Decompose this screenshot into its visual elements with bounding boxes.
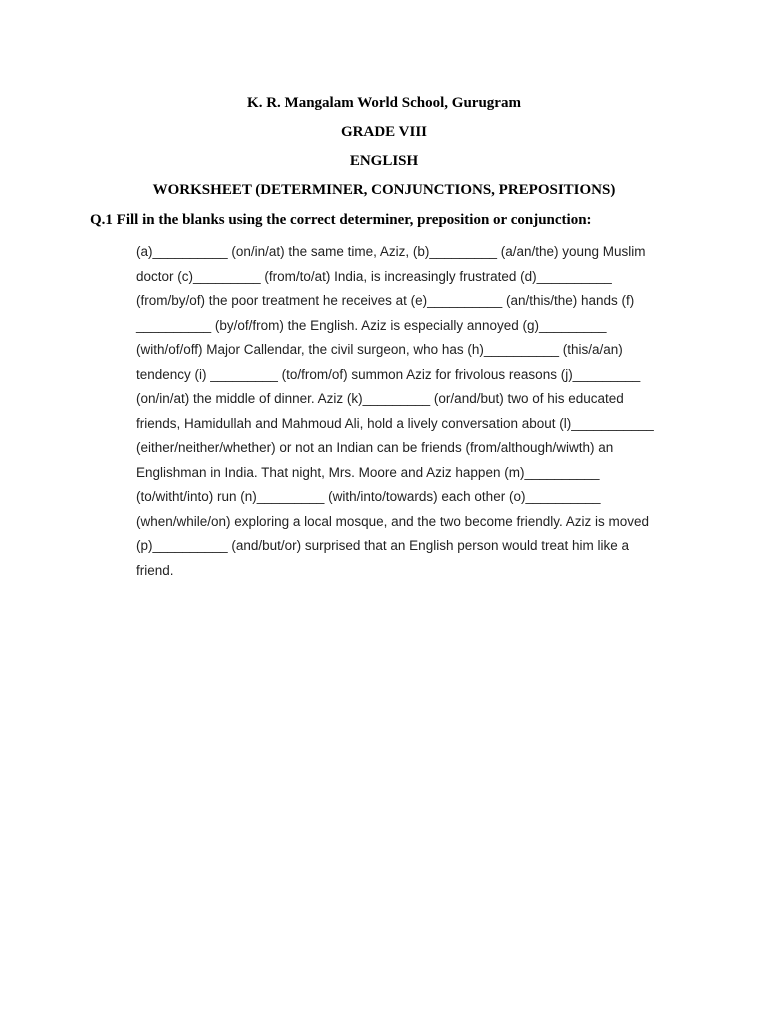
worksheet-title: WORKSHEET (DETERMINER, CONJUNCTIONS, PREPOSITIONS) [152, 182, 616, 198]
passage-line: (either/neither/whether) or not an Indian can be friends (from/although/wiwth) an [136, 440, 614, 455]
passage-line: (with/of/off) Major Callendar, the civil surgeon, who has (h)__________ (this/a/an) [136, 342, 623, 357]
passage-line: (a)__________ (on/in/at) the same time, Aziz, (b)_________ (a/an/the) young Muslim [136, 244, 646, 259]
passage-line: friend. [136, 562, 174, 578]
passage-line: Englishman in India. That night, Mrs. Moore and Aziz happen (m)__________ [136, 464, 600, 480]
subject-heading: ENGLISH [349, 153, 419, 169]
school-name: K. R. Mangalam World School, Gurugram [247, 95, 521, 111]
question-prompt: Q.1 Fill in the blanks using the correct determiner, preposition or conjunction: [90, 212, 592, 228]
passage-line: (when/while/on) exploring a local mosque, and the two become friendly. Aziz is moved [136, 513, 650, 529]
passage-line: (from/by/of) the poor treatment he receives at (e)__________ (an/this/the) hands (f) [136, 293, 635, 308]
passage-line: (to/witht/into) run (n)_________ (with/into/towards) each other (o)__________ [136, 489, 601, 504]
grade-heading: GRADE VIII [341, 124, 427, 140]
passage-line: (on/in/at) the middle of dinner. Aziz (k)_________ (or/and/but) two of his educated [136, 391, 624, 406]
passage-line: doctor (c)_________ (from/to/at) India, is increasingly frustrated (d)__________ [136, 268, 612, 284]
passage-line: (p)__________ (and/but/or) surprised that an English person would treat him like a [136, 538, 630, 553]
passage-line: __________ (by/of/from) the English. Aziz is especially annoyed (g)_________ [136, 317, 607, 333]
passage-line: tendency (i) _________ (to/from/of) summon Aziz for frivolous reasons (j)_________ [136, 366, 641, 382]
fill-in-passage [136, 240, 676, 583]
passage-line: friends, Hamidullah and Mahmoud Ali, hold a lively conversation about (l)___________ [136, 415, 654, 431]
